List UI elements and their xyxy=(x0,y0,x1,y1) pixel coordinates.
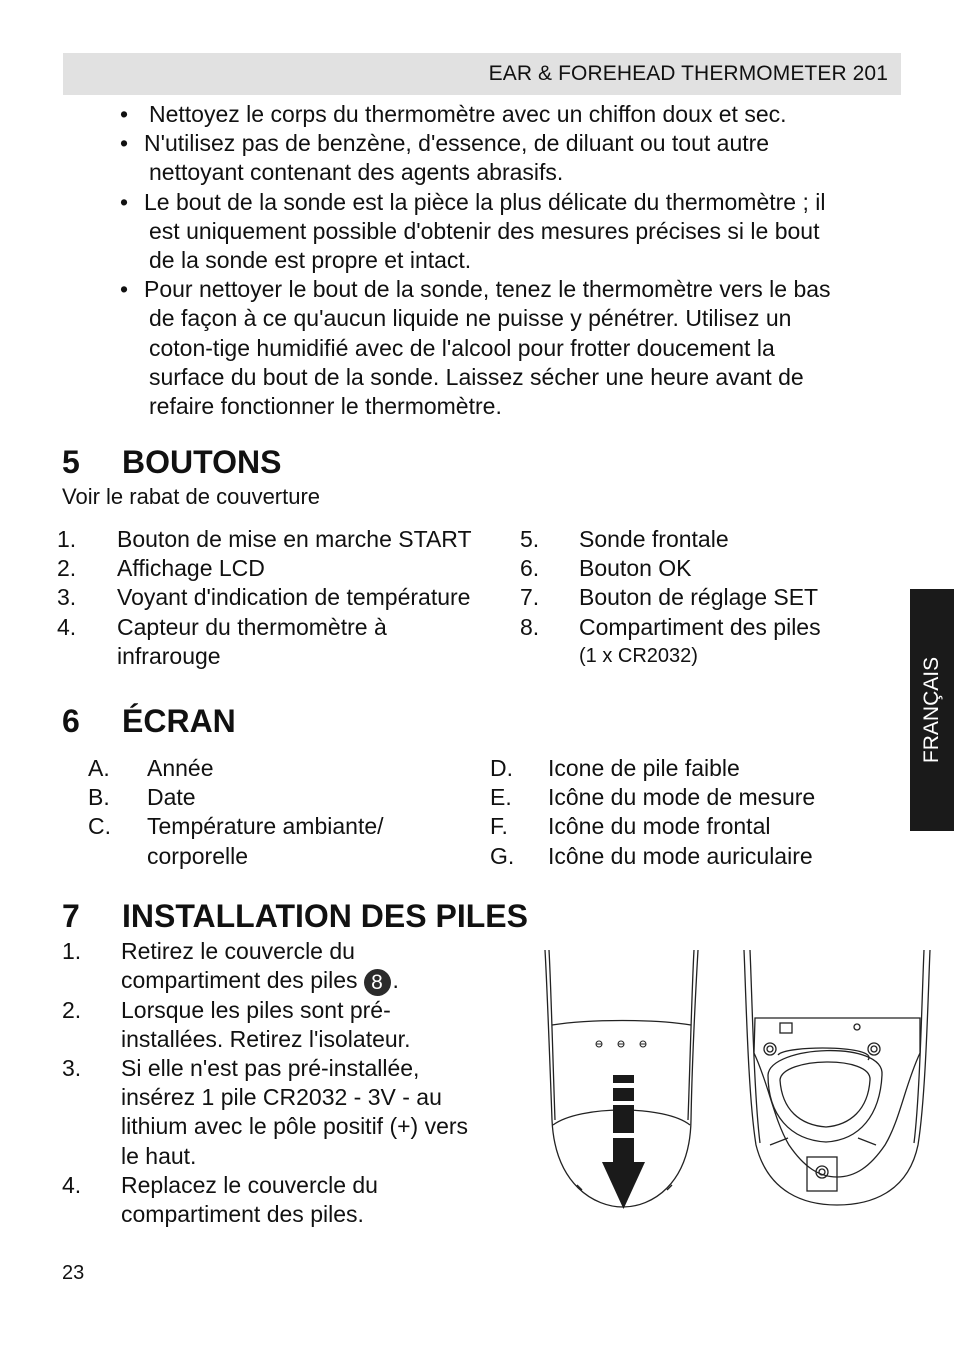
list-marker: D. xyxy=(490,755,513,781)
bullet-line: • N'utilisez pas de benzène, d'essence, de diluant ou tout autre xyxy=(144,130,770,157)
list-text: installées. Retirez l'isolateur. xyxy=(121,1025,411,1052)
list-marker: 2. xyxy=(57,555,77,582)
list-marker: A. xyxy=(88,755,110,781)
section-title: INSTALLATION DES PILES xyxy=(122,898,528,934)
list-text: Retirez le couvercle du xyxy=(121,938,355,964)
list-text: Lorsque les piles sont pré- xyxy=(121,996,391,1023)
list-text: Icône du mode auriculaire xyxy=(548,842,813,869)
bullet-line: nettoyant contenant des agents abrasifs. xyxy=(149,159,564,186)
list-text: Sonde frontale xyxy=(579,526,729,552)
bullet-line: refaire fonctionner le thermomètre. xyxy=(149,393,502,420)
list-item xyxy=(57,583,507,612)
battery-steps-list xyxy=(62,937,512,1229)
header-bar xyxy=(63,53,901,95)
list-marker: 8. xyxy=(520,613,540,640)
list-text: infrarouge xyxy=(117,642,221,669)
list-marker: F. xyxy=(490,813,508,840)
list-item xyxy=(490,842,890,871)
section-title: BOUTONS xyxy=(122,444,282,480)
list-text: Icone de pile faible xyxy=(548,755,740,781)
language-tab xyxy=(910,589,954,831)
list-item xyxy=(62,1171,512,1229)
list-item xyxy=(57,525,507,554)
list-marker: 6. xyxy=(520,555,540,582)
section-6-heading xyxy=(62,703,236,740)
list-item xyxy=(520,583,900,612)
battery-compartment-figure xyxy=(740,945,935,1210)
list-text: Bouton de réglage SET xyxy=(579,584,819,611)
list-item xyxy=(57,613,507,671)
section-title: ÉCRAN xyxy=(122,703,236,739)
list-item xyxy=(88,754,478,783)
list-text: lithium avec le pôle positif (+) vers xyxy=(121,1113,469,1140)
bullet-line: • Nettoyez le corps du thermomètre avec un chiffon doux et sec. xyxy=(149,101,787,127)
list-text: Replacez le couvercle du xyxy=(121,1171,378,1198)
bullet-item xyxy=(120,100,900,129)
battery-cover-removal-figure xyxy=(540,945,705,1215)
screen-list-right xyxy=(490,754,890,871)
list-text: corporelle xyxy=(147,842,248,869)
list-text: Date xyxy=(147,784,196,811)
list-text: Si elle n'est pas pré-installée, xyxy=(121,1055,420,1082)
header-title: EAR & FOREHEAD THERMOMETER 201 xyxy=(488,62,888,85)
bullet-line: de façon à ce qu'aucun liquide ne puisse y pénétrer. Utilisez un xyxy=(149,305,792,332)
list-text: Compartiment des piles xyxy=(579,613,821,640)
buttons-list-right xyxy=(520,525,900,671)
list-marker: 5. xyxy=(520,526,540,552)
list-text: Voyant d'indication de température xyxy=(117,584,471,611)
list-item xyxy=(520,554,900,583)
section-5-heading xyxy=(62,444,281,481)
section-number: 6 xyxy=(62,703,80,739)
bullet-line: est uniquement possible d'obtenir des mesures précises si le bout xyxy=(149,217,820,244)
page-number: 23 xyxy=(62,1262,85,1284)
list-item xyxy=(490,812,890,841)
list-text: Température ambiante/ xyxy=(147,813,384,840)
list-text: Affichage LCD xyxy=(117,555,265,582)
list-text: le haut. xyxy=(121,1142,197,1169)
bullet-line: coton-tige humidifié avec de l'alcool pour frotter doucement la xyxy=(149,334,775,361)
list-item xyxy=(57,554,507,583)
bullet-line: • Le bout de la sonde est la pièce la plus délicate du thermomètre ; il xyxy=(144,188,826,215)
list-text: Bouton de mise en marche START xyxy=(117,526,472,552)
section-number: 7 xyxy=(62,898,80,934)
section-5-subtitle: Voir le rabat de couverture xyxy=(62,484,321,509)
list-item xyxy=(88,812,478,870)
list-marker: 1. xyxy=(62,938,82,964)
list-item xyxy=(62,937,512,996)
battery-type-note: (1 x CR2032) xyxy=(579,644,698,667)
item-8-badge: 8 xyxy=(364,969,391,996)
down-arrow-icon xyxy=(602,1075,645,1209)
list-text: Icône du mode de mesure xyxy=(548,784,816,811)
section-7-heading xyxy=(62,898,528,935)
list-text: Bouton OK xyxy=(579,555,692,582)
section-number: 5 xyxy=(62,444,80,480)
list-marker: 2. xyxy=(62,996,82,1023)
bullet-line: surface du bout de la sonde. Laissez sécher une heure avant de xyxy=(149,363,804,390)
screen-list-left xyxy=(88,754,478,871)
list-item xyxy=(490,754,890,783)
bullet-item xyxy=(120,275,900,421)
bullet-item xyxy=(120,188,900,276)
list-item xyxy=(62,1054,512,1171)
list-marker: C. xyxy=(88,813,111,840)
list-text: compartiment des piles. xyxy=(121,1201,364,1228)
buttons-list-left xyxy=(57,525,507,671)
list-item xyxy=(520,525,900,554)
list-marker: 4. xyxy=(57,613,77,640)
list-marker: 3. xyxy=(62,1055,82,1082)
list-text: insérez 1 pile CR2032 - 3V - au xyxy=(121,1084,442,1111)
list-marker: 3. xyxy=(57,584,77,611)
list-text: Icône du mode frontal xyxy=(548,813,771,840)
cleaning-bullet-list xyxy=(120,100,900,421)
bullet-line: • Pour nettoyer le bout de la sonde, tenez le thermomètre vers le bas xyxy=(144,276,831,303)
list-text: compartiment des piles xyxy=(121,967,358,994)
list-marker: E. xyxy=(490,784,512,811)
list-marker: 7. xyxy=(520,584,540,611)
list-marker: 1. xyxy=(57,526,77,552)
list-marker: 4. xyxy=(62,1171,82,1198)
list-item xyxy=(490,783,890,812)
bullet-item xyxy=(120,129,900,187)
bullet-line: de la sonde est propre et intact. xyxy=(149,247,472,274)
list-item xyxy=(88,783,478,812)
list-text-line xyxy=(121,966,512,995)
list-text: Année xyxy=(147,755,214,781)
list-marker: B. xyxy=(88,784,110,811)
list-text: . xyxy=(392,967,399,994)
list-item xyxy=(520,613,900,671)
list-marker: G. xyxy=(490,842,515,869)
list-text: Capteur du thermomètre à xyxy=(117,613,387,640)
list-item xyxy=(62,996,512,1054)
language-tab-label: FRANÇAIS xyxy=(920,656,943,764)
